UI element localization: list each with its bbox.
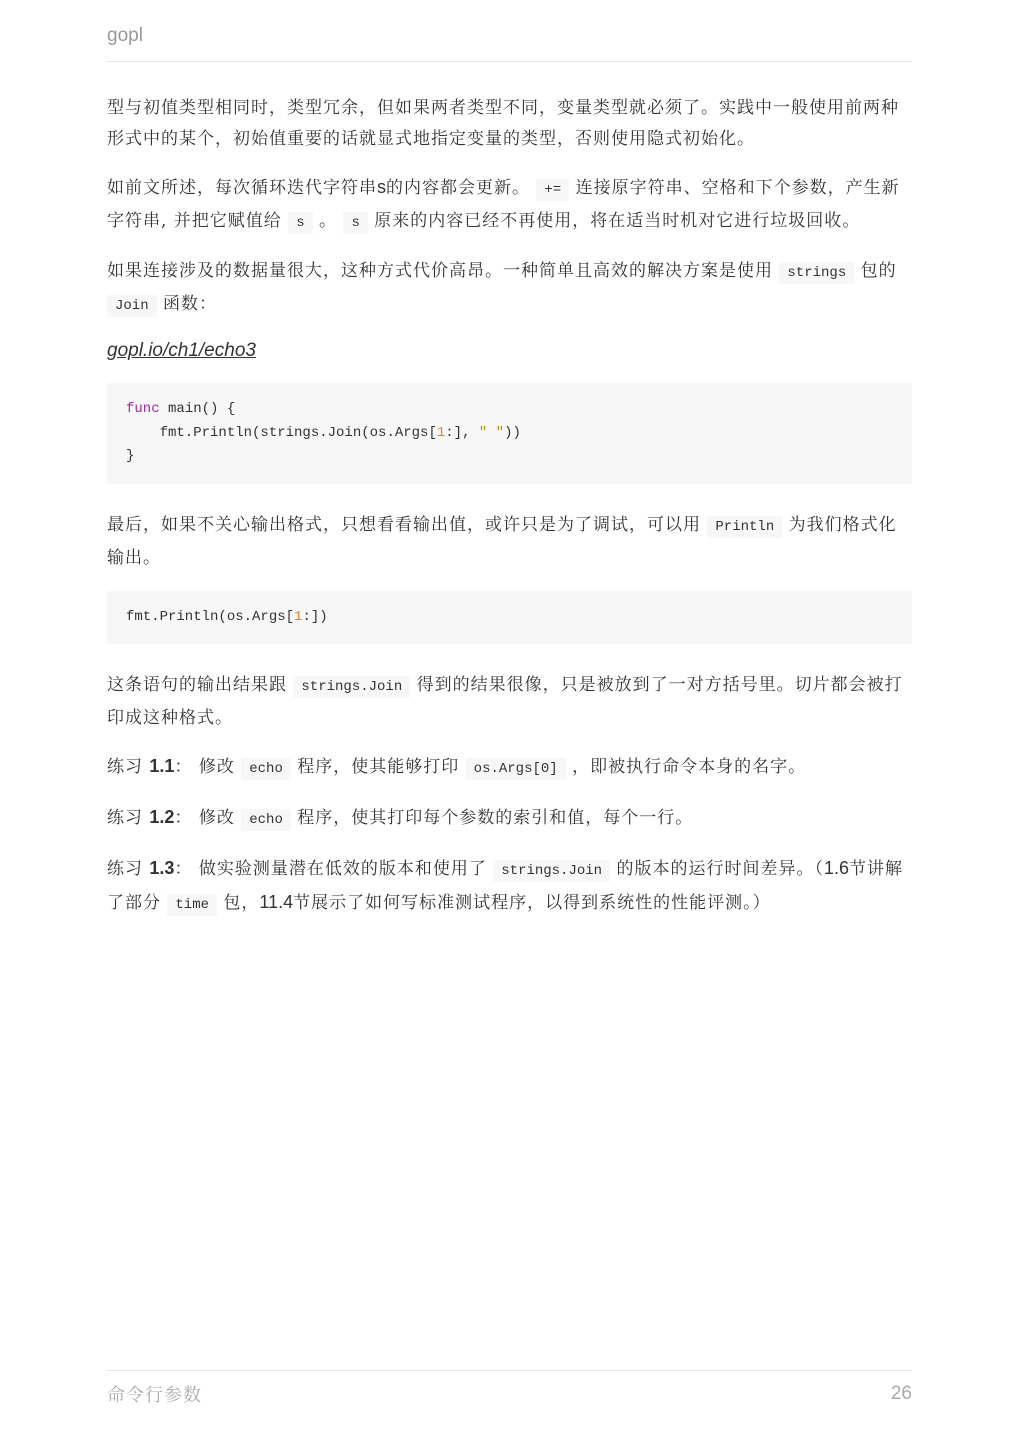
text-run: ： 修改 — [174, 757, 242, 777]
code-block-println — [107, 591, 912, 645]
paragraph-text: 型与初值类型相同时，类型冗余，但如果两者类型不同，变量类型就必须了。实践中一般使用前两种形式中的某个，初始值重要的话就显式地指定变量的类型，否则使用隐式初始化。 — [107, 98, 899, 149]
paragraph-output-format — [107, 670, 912, 734]
text-run: 的版本的运行时间差异。（ — [610, 859, 824, 879]
section-ref-11-4: 11.4 — [259, 892, 294, 912]
page-footer — [107, 1370, 912, 1411]
exercise-number: 1.3 — [149, 858, 175, 878]
text-run: 原来的内容已经不再使用，将在适当时机对它进行垃圾回收。 — [367, 211, 861, 231]
text-run: 练习 — [107, 859, 150, 879]
text-run: ： 做实验测量潜在低效的版本和使用了 — [174, 859, 494, 879]
exercise-number: 1.2 — [149, 807, 175, 827]
text-run: 得到的结果很像，只是被放到了一对方括号里。切片都会被打印成这种格式。 — [107, 675, 903, 728]
code-keyword: func — [126, 401, 160, 417]
inline-code-plus-equals: += — [536, 179, 569, 201]
paragraph-println — [107, 510, 912, 574]
page-number: 26 — [890, 1383, 912, 1404]
text-run: 包的 — [854, 261, 897, 281]
paragraph-loop-concat — [107, 172, 912, 239]
code-number: 1 — [436, 424, 446, 441]
text-run: 练习 — [107, 808, 150, 828]
code-block-echo3 — [107, 383, 912, 484]
exercise-number: 1.1 — [149, 756, 175, 776]
text-run: ，即被执行命令本身的名字。 — [565, 757, 807, 777]
code-text: main() { — [159, 401, 236, 417]
inline-code-join: Join — [107, 295, 157, 317]
code-text: fmt.Println(os.Args[ — [126, 608, 295, 625]
exercise-1-3 — [107, 853, 912, 921]
paragraph-type-redundancy — [107, 93, 912, 155]
code-text: fmt.Println(strings.Join(os.Args[ — [126, 424, 437, 441]
paragraph-join-solution — [107, 256, 912, 322]
inline-code-strings-join: strings.Join — [493, 860, 610, 882]
inline-code-strings: strings — [779, 262, 854, 284]
inline-code-time: time — [167, 894, 217, 916]
text-run: 如前文所述，每次循环迭代字符串 — [107, 178, 377, 198]
text-run: 连接原字符串、空格和下个参数，产生新字符串, 并把它赋值给 — [107, 178, 900, 231]
text-run: 最后，如果不关心输出格式，只想看看输出值，或许只是为了调试，可以用 — [107, 514, 708, 535]
code-text: :], — [445, 424, 479, 441]
page-content — [107, 93, 912, 938]
code-string: " " — [478, 424, 505, 441]
section-ref-1-6: 1.6 — [823, 858, 850, 878]
code-text: } — [126, 448, 135, 464]
text-run: 。 — [312, 211, 344, 231]
text-run: 节展示了如何写标准测试程序，以得到系统性的性能评测。） — [293, 893, 771, 913]
text-run: 程序，使其打印每个参数的索引和值，每个一行。 — [290, 808, 694, 828]
code-text: )) — [504, 424, 521, 441]
inline-code-s: s — [288, 212, 312, 234]
source-file-link[interactable]: gopl.io/ch1/echo3 — [107, 340, 256, 361]
inline-code-os-args-0: os.Args[0] — [466, 758, 566, 780]
text-run: 的内容都会更新。 — [386, 178, 530, 198]
exercise-1-2 — [107, 802, 912, 836]
text-run: 程序，使其能够打印 — [290, 757, 466, 777]
inline-code-echo: echo — [241, 758, 291, 780]
book-title: gopl — [107, 25, 143, 46]
inline-code-strings-join: strings.Join — [293, 676, 410, 698]
text-run: 节讲解了部分 — [107, 859, 904, 913]
text-run: ： 修改 — [174, 808, 242, 828]
exercise-1-1 — [107, 751, 912, 785]
text-run: 为我们格式化输出。 — [107, 514, 897, 568]
inline-code-s: s — [343, 212, 367, 234]
code-number: 1 — [294, 608, 303, 625]
text-run: 这条语句的输出结果跟 — [107, 675, 294, 695]
text-run: 如果连接涉及的数据量很大，这种方式代价高昂。一种简单且高效的解决方案是使用 — [107, 261, 780, 281]
inline-code-echo: echo — [241, 809, 291, 831]
chapter-name: 命令行参数 — [107, 1385, 202, 1406]
inline-code-println: Println — [707, 516, 782, 538]
text-run: 函数： — [156, 294, 218, 314]
text-run: 练习 — [107, 757, 150, 777]
text-run: 包， — [217, 893, 260, 913]
code-text: :]) — [302, 608, 328, 625]
variable-s-text: s — [377, 177, 386, 197]
page-header — [107, 24, 912, 62]
